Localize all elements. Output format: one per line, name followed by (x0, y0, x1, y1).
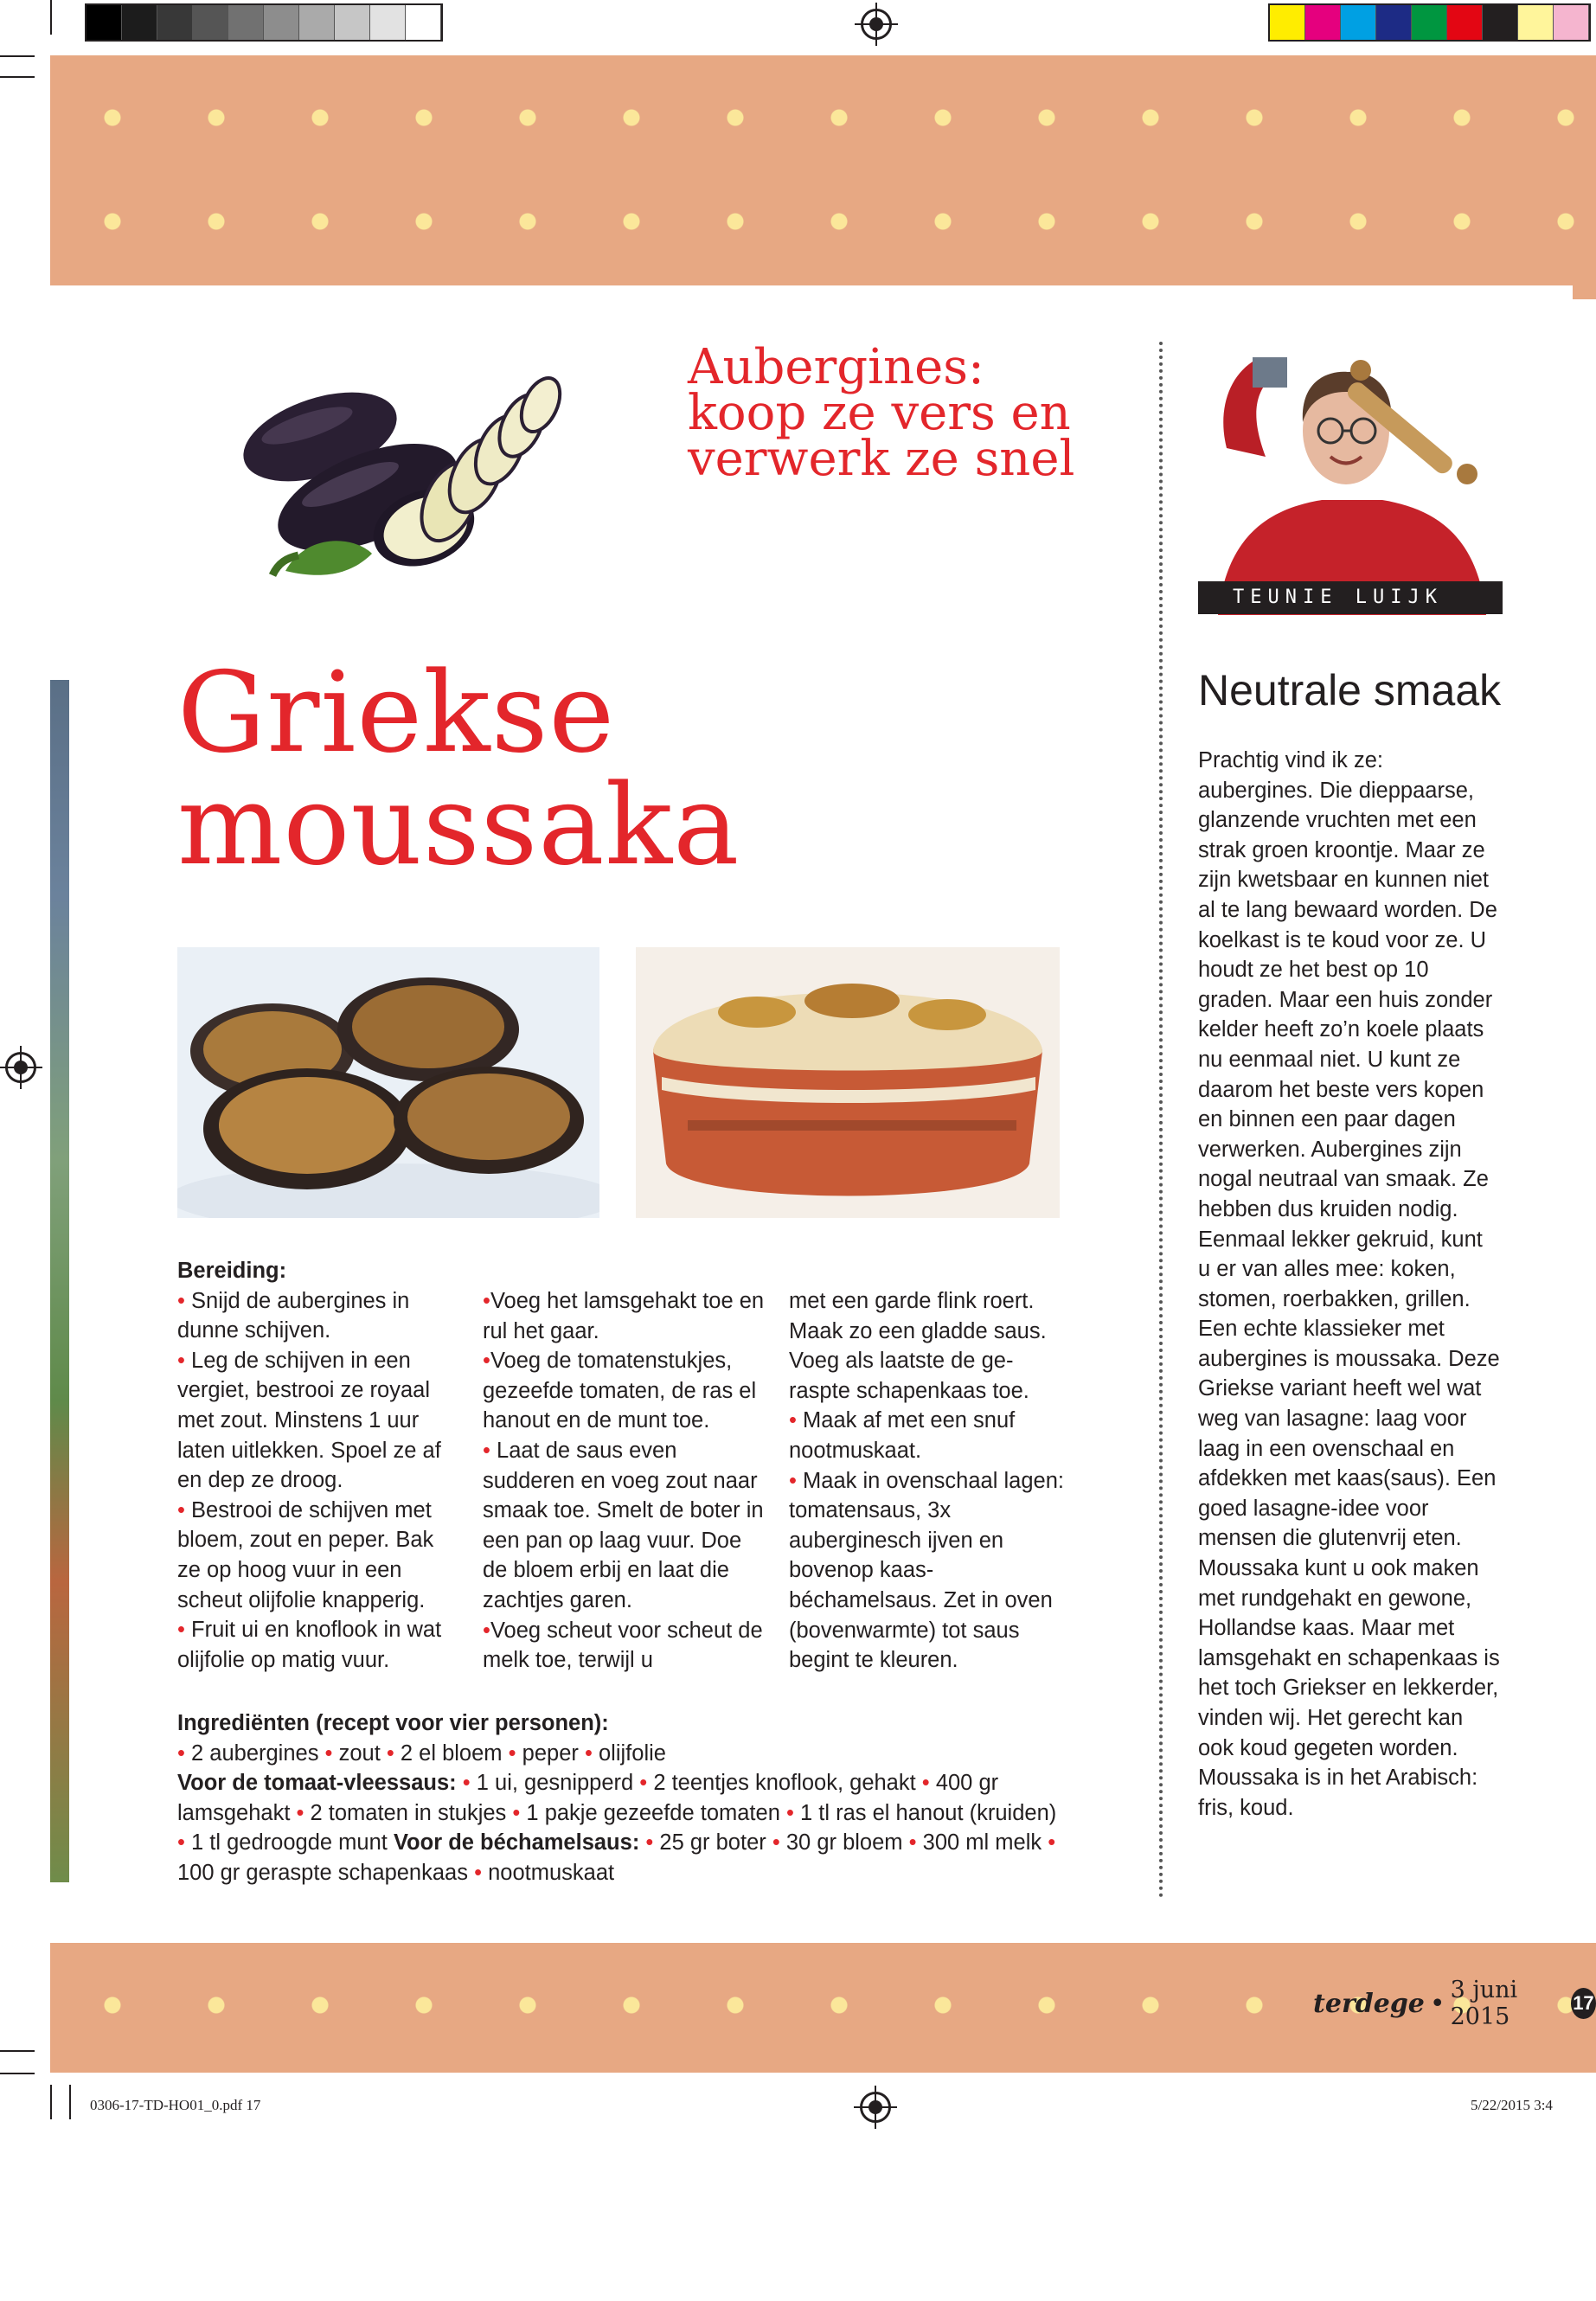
crop-mark (50, 2085, 52, 2119)
magazine-logo: terdege (1313, 1988, 1425, 2019)
adjacent-page-strip (50, 680, 69, 1882)
process-color-swatch (1412, 5, 1447, 40)
recipe-step: • Leg de schijven in een vergiet, bestrooi ze royaal met zout. Minstens 1 uur laten uitlekken. Spoel ze af en dep ze droog. (177, 1348, 441, 1493)
ingredient-item: olijfolie (599, 1740, 666, 1766)
process-color-swatch (1341, 5, 1376, 40)
grayscale-swatch (122, 5, 157, 40)
column-divider (1159, 342, 1163, 1899)
moussaka-dish-photo (636, 947, 1060, 1218)
ingredient-item: 1 tl gedroogde munt (191, 1830, 388, 1856)
ingredients-basic: • 2 aubergines • zout • 2 el bloem • peper • olijfolie (177, 1740, 666, 1766)
registration-mark-left (5, 1052, 36, 1083)
recipe-column-1 (177, 1256, 463, 1675)
crop-mark (0, 2073, 35, 2074)
footer-separator: • (1429, 1988, 1445, 2019)
recipe-step: • Maak af met een snuf nootmuskaat. (789, 1408, 1016, 1463)
title-line: moussaka (177, 761, 740, 890)
polka-dot-band-top (50, 55, 1596, 299)
recipe-step: •Voeg het lamsgehakt toe en rul het gaar. (483, 1289, 765, 1343)
tomato-sauce-heading: Voor de tomaat-vleessaus: (177, 1771, 457, 1796)
ingredient-item: 100 gr geraspte schapenkaas (177, 1860, 468, 1885)
process-colorbar (1268, 3, 1591, 42)
ingredient-item: 1 ui, gesnipperd (476, 1771, 634, 1796)
ingredient-item: 2 teentjes knoflook, gehakt (653, 1771, 916, 1796)
crop-mark (0, 55, 35, 57)
crop-mark (50, 0, 52, 35)
ingredient-item: 2 aubergines (191, 1740, 319, 1766)
grayscale-swatch (406, 5, 441, 40)
grayscale-swatch (157, 5, 193, 40)
ingredient-item: 2 tomaten in stukjes (310, 1800, 507, 1825)
print-slug-left: 0306-17-TD-HO01_0.pdf 17 (90, 2097, 261, 2113)
ingredient-item: zout (338, 1740, 381, 1766)
title-line: Griekse (177, 649, 616, 778)
recipe-step: • Maak in ovenschaal lagen: tomatensaus, 3x auberginesch ijven en bovenop kaas-béchamelsaus. Zet in oven (bovenwarmte) tot saus begint te kleuren. (789, 1468, 1064, 1673)
grayscale-swatch (193, 5, 228, 40)
ingredient-item: 300 ml melk (922, 1830, 1042, 1856)
grayscale-swatch (335, 5, 370, 40)
ingredient-item: 2 el bloem (400, 1740, 503, 1766)
grayscale-swatch (87, 5, 122, 40)
ingredients-block (177, 1708, 1068, 1888)
sidebar-title: Neutrale smaak (1198, 666, 1502, 715)
recipe-step: • Fruit ui en knoflook in wat olijfolie op matig vuur. (177, 1618, 442, 1672)
process-color-swatch (1554, 5, 1589, 40)
issue-date: 3 juni 2015 (1450, 1977, 1518, 2030)
author-portrait (1201, 344, 1502, 615)
process-color-swatch (1376, 5, 1412, 40)
ingredient-item: 25 gr boter (659, 1830, 766, 1856)
recipe-step: • Laat de saus even sudderen en voeg zout naar smaak toe. Smelt de boter in een pan op laag vuur. Doe de bloem erbij en laat die zachtjes garen. (483, 1438, 764, 1612)
crop-mark (0, 2050, 35, 2052)
grayscale-swatch (370, 5, 406, 40)
recipe-column-2 (483, 1286, 768, 1676)
process-color-swatch (1518, 5, 1554, 40)
ingredients-sauces: Voor de tomaat-vleessaus: • 1 ui, gesnipperd • 2 teentjes knoflook, gehakt • 400 gr lamsgehakt • 2 tomaten in stukjes • 1 pakje gezeefde tomaten • 1 tl ras el hanout (kruiden) • 1 tl gedroogde munt Voor de béchamelsaus: • 25 gr boter • 30 gr bloem • 300 ml melk • 100 gr geraspte schapenkaas • nootmuskaat (177, 1771, 1057, 1885)
process-color-swatch (1483, 5, 1518, 40)
process-color-swatch (1270, 5, 1305, 40)
recipe-step-continuation: met een garde flink roert. Maak zo een gladde saus. Voeg als laatste de ge-raspte schapenkaas toe. (789, 1289, 1047, 1403)
crop-mark (0, 76, 35, 78)
registration-mark-top (861, 9, 892, 40)
recipe-step: •Voeg de tomatenstukjes, gezeefde tomaten, de ras el hanout en de munt toe. (483, 1349, 757, 1433)
ingredient-item: peper (522, 1740, 579, 1766)
crop-mark (69, 2085, 71, 2119)
grayscale-swatch (264, 5, 299, 40)
grayscale-swatch (299, 5, 335, 40)
ingredient-item: 30 gr bloem (785, 1830, 903, 1856)
grayscale-swatch (228, 5, 264, 40)
bechamel-heading: Voor de béchamelsaus: (393, 1830, 640, 1856)
page-footer (1313, 1977, 1596, 2030)
recipe-step: • Bestrooi de schijven met bloem, zout en peper. Bak ze op hoog vuur in een scheut olijfolie knapperig. (177, 1497, 434, 1612)
eggplant-illustration (225, 355, 571, 614)
print-slug-right: 5/22/2015 3:4 (1471, 2097, 1553, 2113)
ingredients-heading: Ingrediënten (recept voor vier personen): (177, 1711, 609, 1735)
registration-mark-bottom (860, 2092, 891, 2123)
sidebar-text: Prachtig vind ik ze: aubergines. Die dieppaarse, glanzende vruchten met een strak groen kroontje. Maar ze zijn kwetsbaar en kunnen niet al te lang bewaard worden. De koelkast is te koud voor ze. U houdt ze het best op 10 graden. Maar een huis zonder kelder heeft zo’n koele plaats nu eenmaal niet. U kunt ze daarom het beste vers kopen en binnen een paar dagen verwerken. Aubergines zijn nogal neutraal van smaak. Ze hebben dus kruiden nodig. Eenmaal lekker gekruid, kunt u er van alles mee: koken, stomen, roerbakken, grillen. Een echte klassieker met aubergines is moussaka. Deze Griekse variant heeft wel wat weg van lasagne: laag voor laag in een ovenschaal en afdekken met kaas(saus). Een goed lasagne-idee voor mensen die glutenvrij eten. Moussaka kunt u ook maken met rundgehakt en gewone, Hollandse kaas. Maar met lamsgehakt en schapenkaas is het toch Griekser en lekkerder, vinden wij. Het gerecht kan ook koud gegeten worden. Moussaka is in het Arabisch: fris, koud. (1198, 748, 1500, 1820)
grayscale-colorbar (85, 3, 443, 42)
ingredient-item: nootmuskaat (488, 1860, 615, 1885)
recipe-column-3 (789, 1286, 1066, 1676)
process-color-swatch (1447, 5, 1483, 40)
ingredient-item: 1 pakje gezeefde tomaten (526, 1800, 780, 1825)
fried-eggplant-photo (177, 947, 599, 1218)
article-title (177, 649, 956, 890)
recipe-step: •Voeg scheut voor scheut de melk toe, terwijl u (483, 1618, 763, 1673)
recipe-step: • Snijd de aubergines in dunne schijven. (177, 1288, 410, 1343)
bereiding-heading: Bereiding: (177, 1259, 287, 1283)
ingredient-item: 400 gr lamsgehakt (177, 1771, 999, 1825)
ingredient-item: 1 tl ras el hanout (kruiden) (800, 1800, 1057, 1825)
article-subtitle: Aubergines: koop ze vers en verwerk ze snel (688, 339, 1075, 487)
page-number: 17 (1571, 1988, 1596, 2019)
author-name-bar: TEUNIE LUIJK (1198, 581, 1503, 614)
process-color-swatch (1305, 5, 1341, 40)
